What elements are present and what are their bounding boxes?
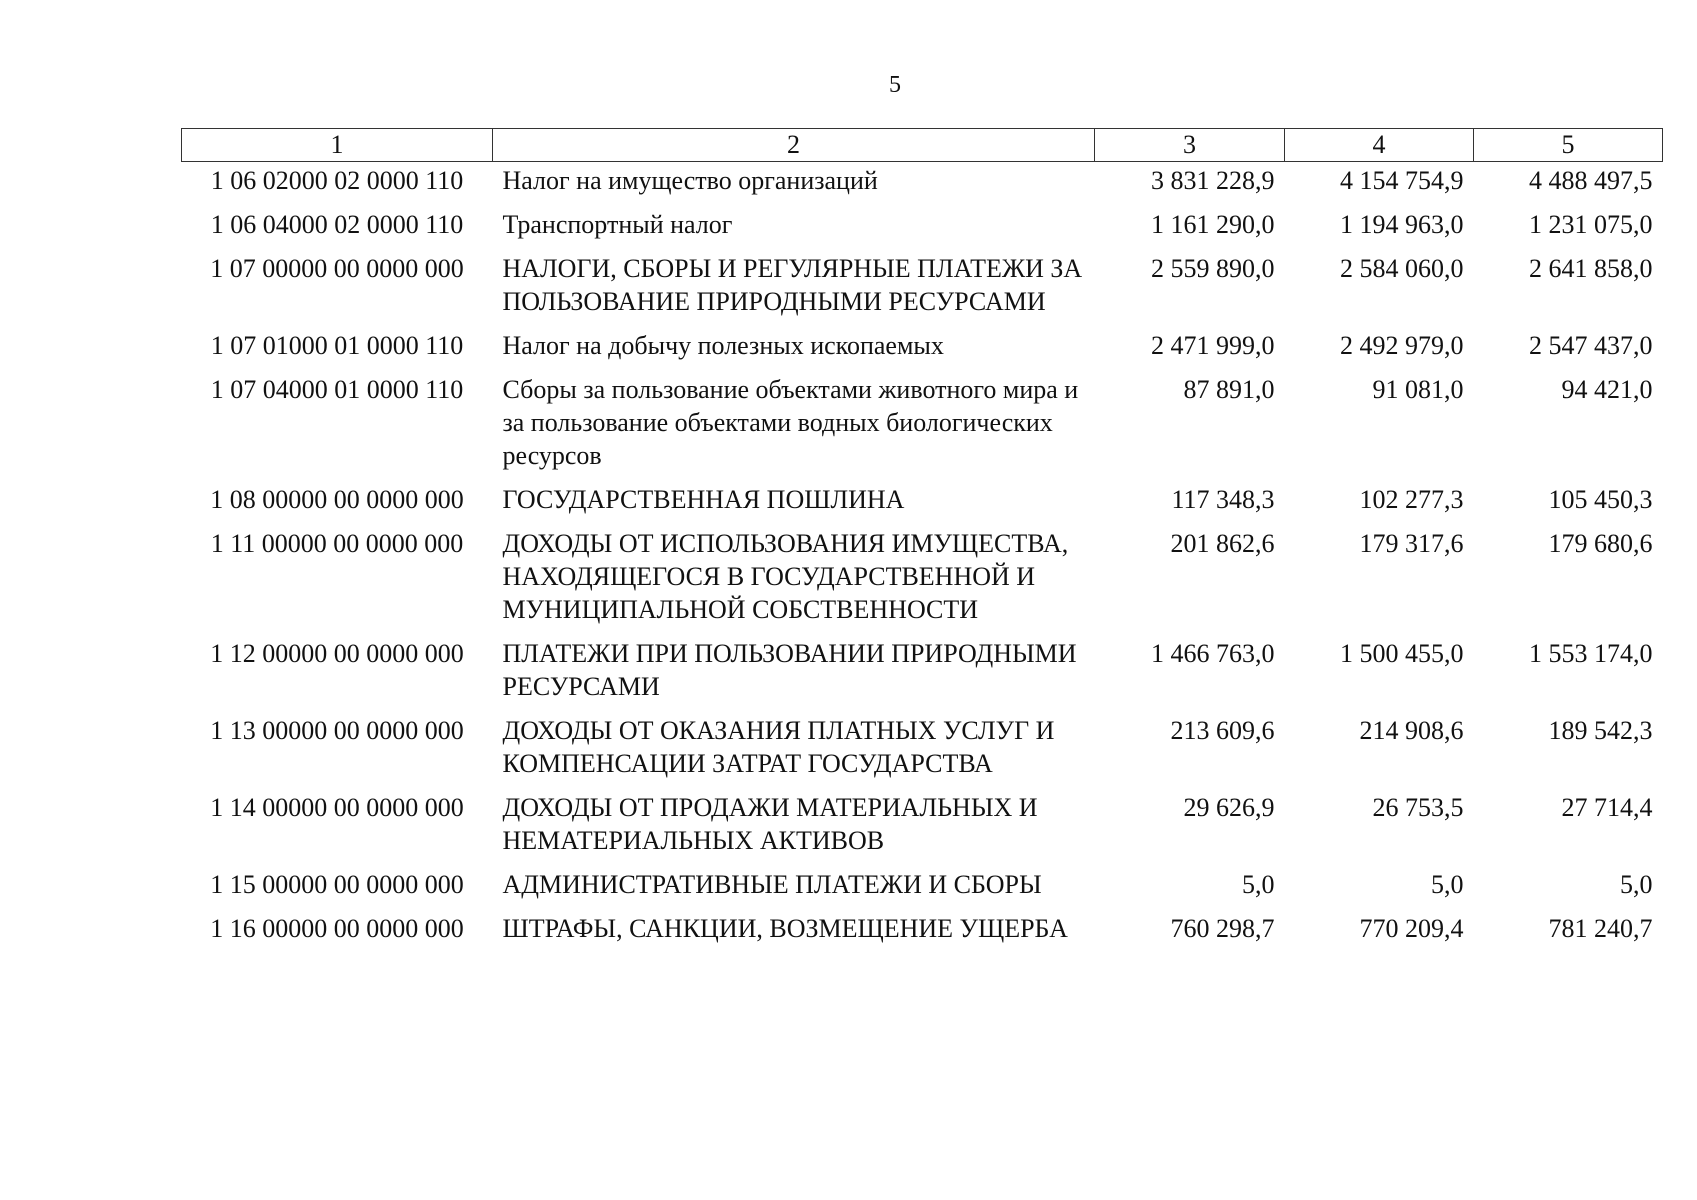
table-row [182, 481, 1663, 525]
row-value-col3: 1 466 763,0 [1151, 639, 1275, 668]
row-value-col3: 5,0 [1242, 870, 1275, 899]
row-value-col3: 1 161 290,0 [1151, 210, 1275, 239]
table-row [182, 206, 1663, 250]
row-name: Сборы за пользование объектами животного мира и за пользование объектами водных биологических ресурсов [502, 375, 1079, 470]
header-col-year2: 4 [1285, 129, 1474, 162]
row-code: 1 07 00000 00 0000 000 [210, 254, 464, 283]
row-name: Транспортный налог [502, 210, 733, 239]
row-name: АДМИНИСТРАТИВНЫЕ ПЛАТЕЖИ И СБОРЫ [502, 870, 1042, 899]
header-col-name: 2 [493, 129, 1095, 162]
row-value-col3: 2 471 999,0 [1151, 331, 1275, 360]
row-code: 1 07 04000 01 0000 110 [210, 375, 464, 404]
row-value-col4: 214 908,6 [1359, 716, 1464, 745]
table-row [182, 250, 1663, 327]
row-value-col4: 91 081,0 [1372, 375, 1464, 404]
table-row [182, 162, 1663, 207]
row-value-col4: 2 492 979,0 [1340, 331, 1464, 360]
row-name: Налог на имущество организаций [502, 166, 878, 195]
table-row [182, 525, 1663, 635]
budget-revenue-table [181, 128, 1663, 954]
table-row [182, 866, 1663, 910]
row-value-col3: 213 609,6 [1170, 716, 1275, 745]
row-code: 1 06 02000 02 0000 110 [210, 166, 464, 195]
row-value-col5: 1 231 075,0 [1529, 210, 1653, 239]
table-row [182, 789, 1663, 866]
row-value-col5: 4 488 497,5 [1529, 166, 1653, 195]
row-name: ДОХОДЫ ОТ ПРОДАЖИ МАТЕРИАЛЬНЫХ И НЕМАТЕРИАЛЬНЫХ АКТИВОВ [502, 793, 1038, 855]
row-name: ДОХОДЫ ОТ ИСПОЛЬЗОВАНИЯ ИМУЩЕСТВА, НАХОДЯЩЕГОСЯ В ГОСУДАРСТВЕННОЙ И МУНИЦИПАЛЬНОЙ СОБСТВЕННОСТИ [502, 529, 1069, 624]
row-value-col4: 1 194 963,0 [1340, 210, 1464, 239]
row-value-col5: 94 421,0 [1561, 375, 1653, 404]
row-code: 1 11 00000 00 0000 000 [210, 529, 464, 558]
row-value-col5: 189 542,3 [1548, 716, 1653, 745]
row-value-col5: 2 547 437,0 [1529, 331, 1653, 360]
row-name: ДОХОДЫ ОТ ОКАЗАНИЯ ПЛАТНЫХ УСЛУГ И КОМПЕНСАЦИИ ЗАТРАТ ГОСУДАРСТВА [502, 716, 1055, 778]
row-value-col5: 27 714,4 [1561, 793, 1653, 822]
row-code: 1 07 01000 01 0000 110 [210, 331, 464, 360]
row-value-col5: 5,0 [1620, 870, 1653, 899]
row-value-col4: 102 277,3 [1359, 485, 1464, 514]
row-value-col3: 201 862,6 [1170, 529, 1275, 558]
row-name: Налог на добычу полезных ископаемых [502, 331, 944, 360]
row-value-col4: 5,0 [1431, 870, 1464, 899]
row-name: НАЛОГИ, СБОРЫ И РЕГУЛЯРНЫЕ ПЛАТЕЖИ ЗА ПОЛЬЗОВАНИЕ ПРИРОДНЫМИ РЕСУРСАМИ [502, 254, 1083, 316]
row-value-col3: 2 559 890,0 [1151, 254, 1275, 283]
row-value-col4: 4 154 754,9 [1340, 166, 1464, 195]
row-value-col3: 29 626,9 [1183, 793, 1275, 822]
table-header [182, 129, 1663, 162]
row-value-col3: 760 298,7 [1170, 914, 1275, 943]
table-body [182, 162, 1663, 955]
row-value-col3: 87 891,0 [1183, 375, 1275, 404]
row-name: ГОСУДАРСТВЕННАЯ ПОШЛИНА [502, 485, 905, 514]
row-code: 1 15 00000 00 0000 000 [210, 870, 464, 899]
header-col-code: 1 [182, 129, 493, 162]
table-row [182, 910, 1663, 954]
row-code: 1 12 00000 00 0000 000 [210, 639, 464, 668]
table-row [182, 712, 1663, 789]
row-value-col4: 770 209,4 [1359, 914, 1464, 943]
row-value-col5: 1 553 174,0 [1529, 639, 1653, 668]
row-code: 1 06 04000 02 0000 110 [210, 210, 464, 239]
row-value-col4: 1 500 455,0 [1340, 639, 1464, 668]
table-row [182, 635, 1663, 712]
table-row [182, 327, 1663, 371]
page-number: 5 [889, 72, 901, 98]
header-col-year1: 3 [1095, 129, 1285, 162]
header-col-year3: 5 [1474, 129, 1663, 162]
row-value-col5: 179 680,6 [1548, 529, 1653, 558]
header-row [182, 129, 1663, 162]
row-value-col4: 179 317,6 [1359, 529, 1464, 558]
row-value-col4: 26 753,5 [1372, 793, 1464, 822]
row-code: 1 08 00000 00 0000 000 [210, 485, 464, 514]
row-value-col4: 2 584 060,0 [1340, 254, 1464, 283]
row-code: 1 13 00000 00 0000 000 [210, 716, 464, 745]
row-value-col3: 117 348,3 [1171, 485, 1275, 514]
row-value-col5: 2 641 858,0 [1529, 254, 1653, 283]
row-value-col5: 781 240,7 [1548, 914, 1653, 943]
table-row [182, 371, 1663, 481]
row-name: ШТРАФЫ, САНКЦИИ, ВОЗМЕЩЕНИЕ УЩЕРБА [502, 914, 1068, 943]
row-name: ПЛАТЕЖИ ПРИ ПОЛЬЗОВАНИИ ПРИРОДНЫМИ РЕСУРСАМИ [502, 639, 1077, 701]
row-value-col5: 105 450,3 [1548, 485, 1653, 514]
row-code: 1 14 00000 00 0000 000 [210, 793, 464, 822]
row-value-col3: 3 831 228,9 [1151, 166, 1275, 195]
row-code: 1 16 00000 00 0000 000 [210, 914, 464, 943]
